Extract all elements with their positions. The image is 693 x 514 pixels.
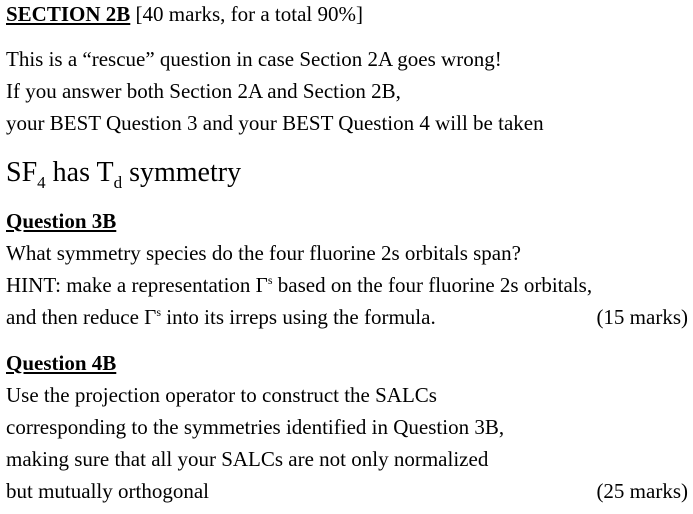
question-4b-title: Question 4B bbox=[6, 351, 117, 375]
question-4b-line-1: Use the projection operator to construct the SALCs bbox=[6, 383, 437, 407]
question-4b-marks: (25 marks) bbox=[596, 479, 688, 503]
symmetry-statement bbox=[6, 154, 241, 192]
question-4b-line-2: corresponding to the symmetries identified in Question 3B, bbox=[6, 415, 505, 439]
gamma-superscript: s bbox=[156, 305, 161, 319]
symmetry-text-end: symmetry bbox=[122, 157, 242, 188]
question-3b-title: Question 3B bbox=[6, 209, 117, 233]
question-4b-block bbox=[6, 347, 688, 507]
question-3b-line-3-text-b: into its irreps using the formula. bbox=[161, 305, 436, 329]
molecule-formula: SF bbox=[6, 157, 38, 188]
symmetry-text-middle: has T bbox=[45, 157, 114, 188]
question-3b-line-2-text-b: based on the four fluorine 2s orbitals, bbox=[272, 273, 593, 297]
point-group-subscript: d bbox=[113, 173, 123, 192]
question-3b-line-3-text-a: and then reduce Γ bbox=[6, 305, 157, 329]
question-4b-line-4 bbox=[6, 475, 688, 507]
question-3b-line-2 bbox=[6, 269, 688, 301]
question-3b-marks: (15 marks) bbox=[596, 305, 688, 329]
question-3b-line-1: What symmetry species do the four fluorine 2s orbitals span? bbox=[6, 241, 521, 265]
question-4b-last-line-text: but mutually orthogonal bbox=[6, 479, 209, 503]
question-3b-line-3 bbox=[6, 301, 688, 333]
question-4b-line-3: making sure that all your SALCs are not only normalized bbox=[6, 447, 489, 471]
intro-line-2: If you answer both Section 2A and Section 2B, bbox=[6, 79, 401, 103]
section-title: SECTION 2B bbox=[6, 2, 131, 26]
section-subtitle: [40 marks, for a total 90%] bbox=[135, 2, 363, 26]
intro-paragraph bbox=[6, 43, 544, 139]
question-3b-line-2-text-a: HINT: make a representation Γ bbox=[6, 273, 268, 297]
gamma-superscript: s bbox=[267, 273, 273, 287]
intro-line-1: This is a “rescue” question in case Section 2A goes wrong! bbox=[6, 47, 502, 71]
section-heading bbox=[6, 0, 363, 28]
intro-line-3: your BEST Question 3 and your BEST Question 4 will be taken bbox=[6, 111, 544, 135]
molecule-subscript: 4 bbox=[37, 173, 46, 192]
question-3b-block bbox=[6, 205, 688, 333]
